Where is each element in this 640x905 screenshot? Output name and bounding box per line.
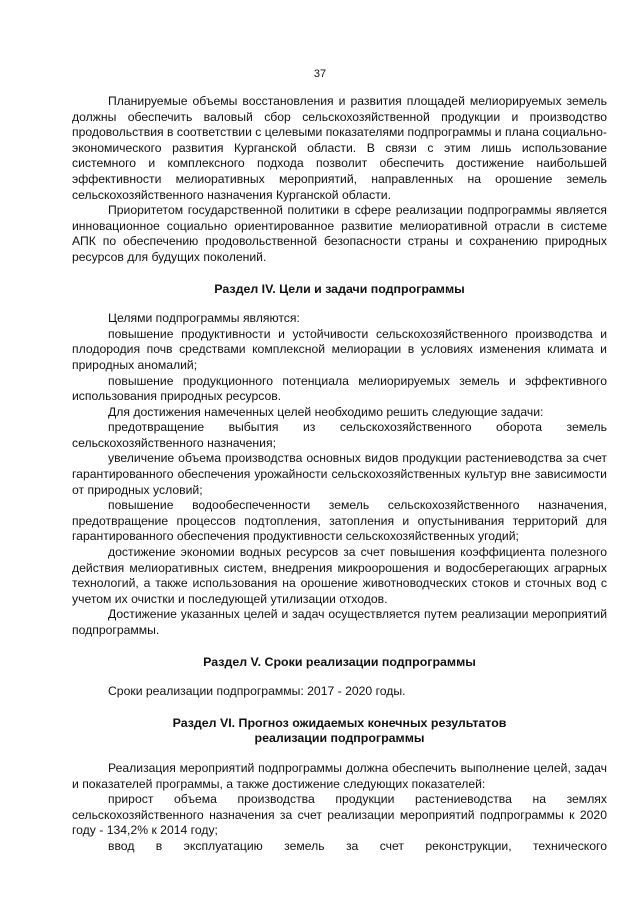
section-5-heading: Раздел V. Сроки реализации подпрограммы <box>203 654 476 669</box>
section-4-paragraph-2: повышение продуктивности и устойчивости сельскохозяйственного производства и плодородия почв средствами комплексной мелиорации в условиях изменения климата и природных аномалий; <box>72 326 607 372</box>
section-4-paragraph-5: предотвращение выбытия из сельскохозяйственного оборота земель сельскохозяйственного назначения; <box>72 420 607 450</box>
section-6-paragraph-3: ввод в эксплуатацию земель за счет реконструкции, технического <box>108 838 607 853</box>
section-4-paragraph-4: Для достижения намеченных целей необходимо решить следующие задачи: <box>108 404 544 419</box>
section-4-paragraph-3: повышение продукционного потенциала мелиорируемых земель и эффективного использования природных ресурсов. <box>72 373 607 404</box>
section-4-paragraph-7: повышение водообеспеченности земель сельскохозяйственного назначения, предотвращение процессов подтопления, затопления и опустынивания территорий для гарантированного обеспечения продуктивности сельскохозяйственных угодий; <box>72 498 607 544</box>
section-4-paragraph-8: достижение экономии водных ресурсов за счет повышения коэффициента полезного действия мелиоративных систем, внедрения микроорошения и водосберегающих аграрных технологий, а также использования на орошение животноводческих стоков и сточных вод с учетом их очистки и последующей утилизации отходов. <box>72 545 607 606</box>
section-6-heading-line-2: реализации подпрограммы <box>254 731 425 746</box>
paragraph-intro-2: Приоритетом государственной политики в сфере реализации подпрограммы является инновационное социально ориентированное развитие мелиоративной отрасли в системе АПК по обеспечению продовольственной безопасности страны и сохранению природных ресурсов для будущих поколений. <box>72 203 607 264</box>
page-number: 37 <box>313 68 327 80</box>
section-4-paragraph-1: Целями подпрограммы являются: <box>108 311 300 326</box>
section-4-heading: Раздел IV. Цели и задачи подпрограммы <box>214 281 465 296</box>
section-6-paragraph-2: прирост объема производства продукции растениеводства на землях сельскохозяйственного назначения за счет реализации мероприятий подпрограммы к 2020 году - 134,2% к 2014 году; <box>72 792 607 838</box>
section-6-heading <box>72 716 607 747</box>
paragraph-intro-1: Планируемые объемы восстановления и развития площадей мелиорируемых земель должны обеспечить валовый сбор сельскохозяйственной продукции и производство продовольствия в соответствии с целевыми показателями подпрограммы и плана социально-экономического развития Курганской области. В связи с этим лишь использование системного и комплексного подхода позволит обеспечить достижение наибольшей эффективности мелиоративных мероприятий, направленных на орошение земель сельскохозяйственного назначения Курганской области. <box>72 94 607 202</box>
section-4-paragraph-6: увеличение объема производства основных видов продукции растениеводства за счет гарантированного обеспечения урожайности сельскохозяйственных культур вне зависимости от природных условий; <box>72 451 607 497</box>
section-5-paragraph-1: Сроки реализации подпрограммы: 2017 - 2020 годы. <box>108 684 406 699</box>
document-body <box>72 94 607 855</box>
section-4-paragraph-9: Достижение указанных целей и задач осуществляется путем реализации мероприятий подпрограммы. <box>72 607 607 637</box>
section-6-paragraph-1: Реализация мероприятий подпрограммы должна обеспечить выполнение целей, задач и показателей программы, а также достижение следующих показателей: <box>72 760 607 791</box>
section-6-heading-line-1: Раздел VI. Прогноз ожидаемых конечных результатов <box>172 715 507 730</box>
